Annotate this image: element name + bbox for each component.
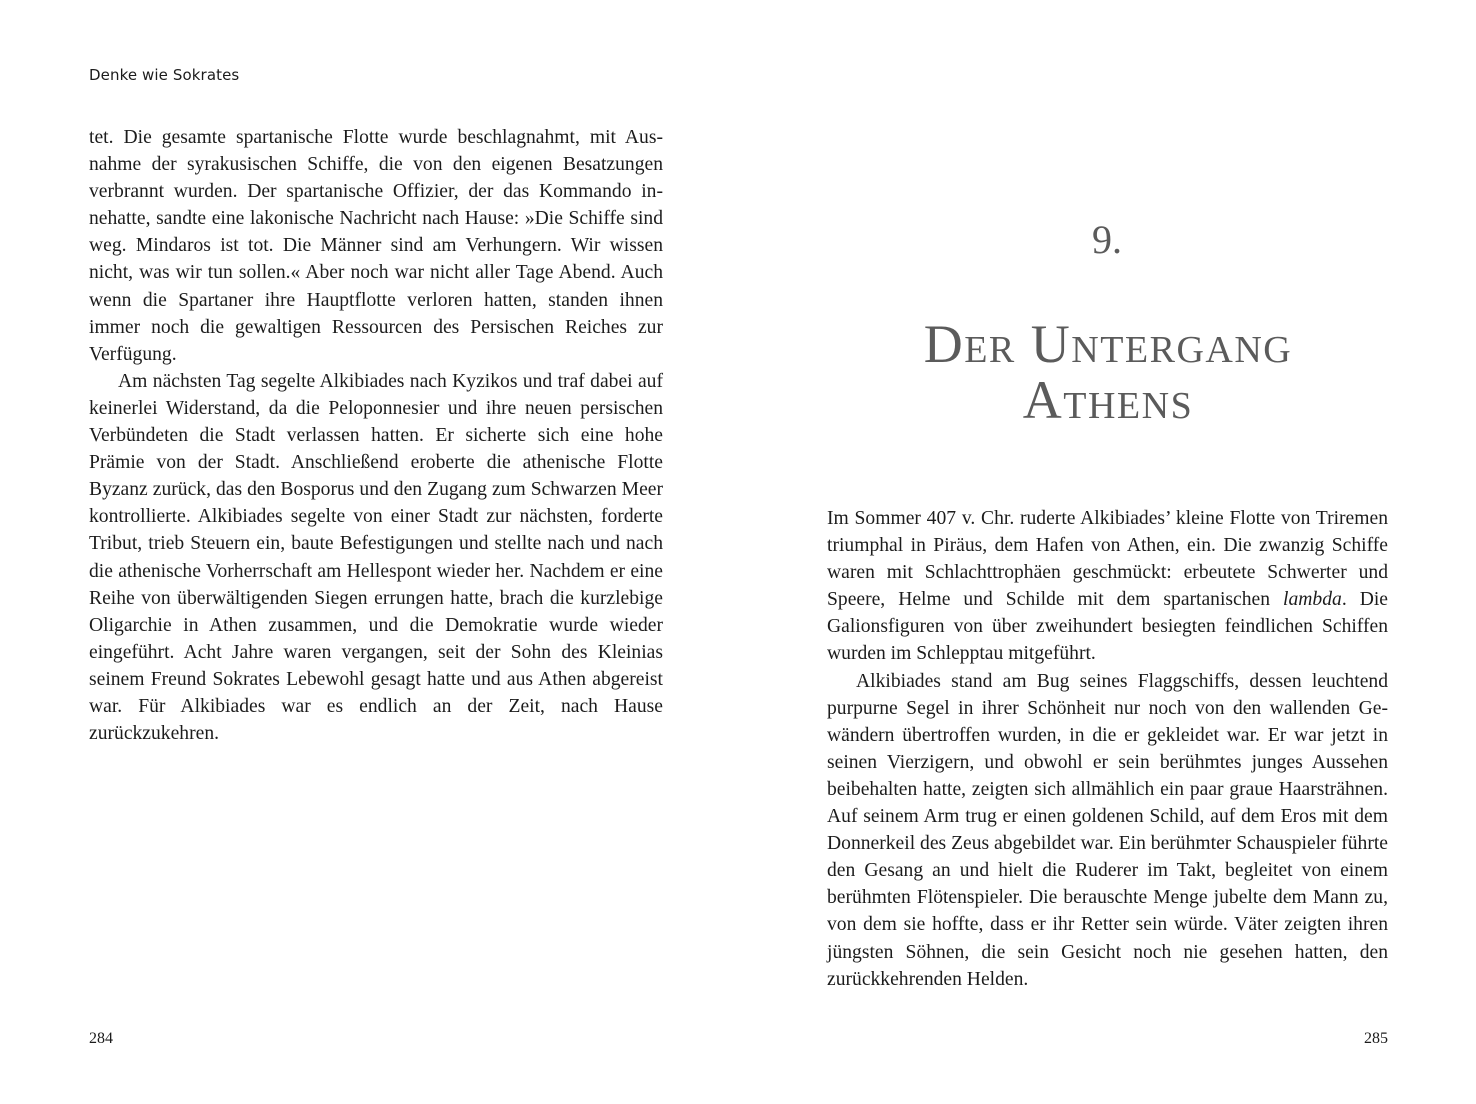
chapter-number-text: 9. bbox=[1092, 217, 1122, 262]
paragraph bbox=[827, 505, 1388, 668]
page-number-right: 285 bbox=[1364, 1030, 1388, 1047]
paragraph-text: Im Sommer 407 v. Chr. ruderte Alkibiades’ kleine Flotte von Triremen triumphal in Piräus, dem Hafen von Athen, ein. Die zwanzig Schiffe waren mit Schlachttrophäen geschmückt: erbeutete Schwerter und Speere, Helme und Schilde mit dem spartanischen bbox=[827, 508, 1388, 611]
chapter-title-line: Der Untergang bbox=[923, 314, 1293, 374]
chapter-title bbox=[888, 316, 1328, 428]
chapter-number bbox=[738, 216, 1476, 263]
left-body-text bbox=[89, 124, 663, 747]
running-header: Denke wie Sokrates bbox=[89, 66, 240, 84]
paragraph: tet. Die gesamte spartanische Flotte wurde beschlagnahmt, mit Ausnahme der syrakusischen Schiffe, die von den eigenen Besatzungen verbrannt wurden. Der spartanische Offizier, der das Kommando innehatte, sandte eine lakonische Nachricht nach Hause: »Die Schiffe sind weg. Mindaros ist tot. Die Männer sind am Verhungern. Wir wissen nicht, was wir tun sollen.« Aber noch war nicht aller Tage Abend. Auch wenn die Spartaner ihre Hauptflotte verloren hatten, standen ihnen immer noch die gewaltigen Ressourcen des Persischen Reiches zur Verfügung. bbox=[89, 127, 663, 365]
paragraph-text: . Die Galionsfiguren von über zweihundert besiegten feindlichen Schiffen wurden im Schlepptau mitgeführt. bbox=[827, 589, 1388, 665]
right-page bbox=[738, 0, 1476, 1104]
italic-term: lambda bbox=[1283, 589, 1342, 611]
right-body-text bbox=[827, 505, 1388, 993]
paragraph: Alkibiades stand am Bug seines Flaggschiffs, dessen leuchtend purpurne Segel in ihrer Schönheit nur noch von den wallenden Gewändern übertroffen wurden, in die er gekleidet war. Er war jetzt in seinen Vierzigern, und obwohl er sein berühmtes junges Aussehen beibehalten hatte, zeigten sich allmählich ein paar graue Haarsträhnen. Auf seinem Arm trug er einen goldenen Schild, auf dem Eros mit dem Donnerkeil des Zeus abgebildet war. Ein berühmter Schauspieler führte den Gesang an und hielt die Ruderer im Takt, begleitet von einem berühmten Flötenspieler. Die berauschte Menge jubelte dem Mann zu, von dem sie hoffte, dass er ihr Retter sein würde. Väter zeigten ihren jüngsten Söhnen, die sein Gesicht noch nie gesehen hatten, den zurückkehrenden Helden. bbox=[827, 670, 1388, 990]
page-number-left: 284 bbox=[89, 1030, 113, 1047]
chapter-title-line: Athens bbox=[1022, 370, 1194, 430]
paragraph: Am nächsten Tag segelte Alkibiades nach Kyzikos und traf dabei auf keinerlei Widerstand, da die Peloponnesier und ihre neuen persischen Verbündeten die Stadt verlassen hatten. Er sicherte sich eine hohe Prämie von der Stadt. Anschließend eroberte die athenische Flotte Byzanz zurück, das den Bosporus und den Zugang zum Schwarzen Meer kontrollierte. Alkibiades segelte von einer Stadt zur nächsten, forderte Tribut, trieb Steuern ein, baute Befestigungen und stellte nach und nach die athenische Vorherrschaft am Hellespont wieder her. Nachdem er eine Reihe von überwältigenden Siegen errungen hatte, brach die kurzlebige Oligarchie in Athen zusammen, und die Demokratie wurde wieder eingeführt. Acht Jahre waren vergangen, seit der Sohn des Kleinias seinem Freund Sokrates Lebewohl gesagt hatte und aus Athen abgereist war. Für Alkibiades war es endlich an der Zeit, nach Hause zurückzukehren. bbox=[89, 370, 663, 745]
